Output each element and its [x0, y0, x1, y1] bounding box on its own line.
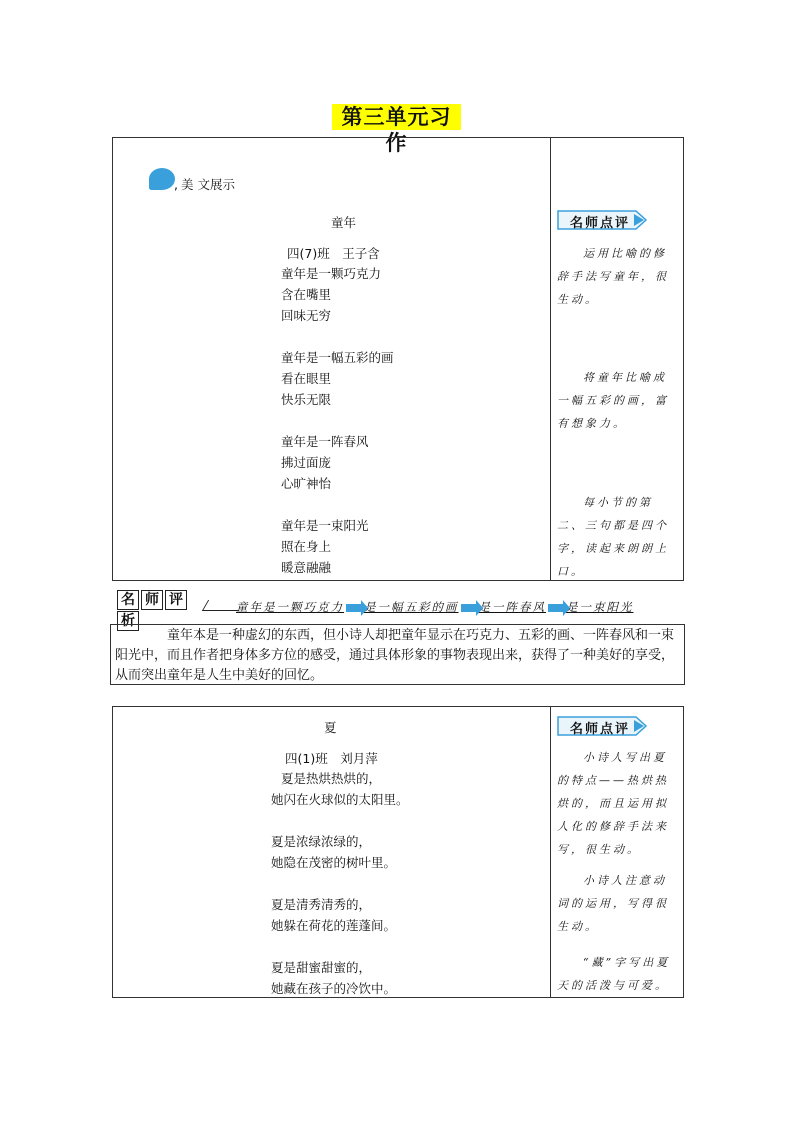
poem-line: 童年是一阵春风 [281, 434, 369, 449]
poem-line: 夏是浓绿浓绿的， [271, 834, 372, 849]
poem-line: 她隐在茂密的树叶里。 [271, 855, 397, 870]
poem-line: 含在嘴里 [281, 287, 332, 302]
analysis-tag-char: 名 [117, 590, 139, 610]
poem-line: 童年是一束阳光 [281, 518, 369, 533]
poem-line: 拂过面庞 [281, 455, 332, 470]
poem-line: 回味无穷 [281, 308, 332, 323]
comment-3: 每小节的第二、三句都是四个字，读起来朗朗上口。 [557, 496, 669, 578]
stanza-gap [281, 494, 394, 515]
analysis-text: 童年本是一种虚幻的东西，但小诗人却把童年显示在巧克力、五彩的画、一阵春风和一束阳光中，而且作者把身体多方位的感受，通过具体形象的事物表现出来，获得了一种美好的享受，从而突出童年是人生中美好的回忆。 [110, 624, 685, 685]
poem-line: 看在眼里 [281, 371, 332, 386]
poem-title: 夏 [324, 720, 337, 735]
arrow-right-icon [548, 604, 564, 612]
page-title: 第三单元习作 [332, 104, 461, 130]
poem-line: 夏是清秀清秀的， [271, 897, 372, 912]
chain-item: 童年是一颗巧克力 [236, 600, 344, 614]
poem-line: 心旷神怡 [281, 476, 332, 491]
stanza-gap [271, 810, 409, 831]
poem-body [271, 768, 409, 999]
stanza-gap [281, 326, 394, 347]
stanza-gap [271, 936, 409, 957]
poem-line: 童年是一幅五彩的画 [281, 350, 394, 365]
badge-label: 名师点评 [570, 216, 631, 231]
poem-line: 快乐无限 [281, 392, 332, 407]
arrow-right-icon [461, 604, 477, 612]
stanza-gap [271, 873, 409, 894]
poem-author: 四(7)班 王子含 [287, 246, 380, 261]
column-divider [550, 138, 551, 580]
chain-item: 是一阵春风 [478, 600, 546, 614]
section-header: 美 文展示 [181, 177, 235, 192]
poem-line: 她闪在火球似的太阳里。 [271, 792, 409, 807]
poem-line: 暖意融融 [281, 560, 332, 575]
comment-2: 小诗人注意动词的运用，写得很生动。 [557, 874, 669, 933]
analysis-tag [117, 589, 211, 629]
chain-item: 是一幅五彩的画 [364, 600, 459, 614]
poem-author: 四(1)班 刘月萍 [285, 751, 378, 766]
stanza-gap [281, 410, 394, 431]
analysis-tag-char: 析 [117, 611, 139, 631]
comment-2: 将童年比喻成一幅五彩的画，富有想象力。 [557, 371, 669, 430]
poem-line: 照在身上 [281, 539, 332, 554]
section-header-prefix: , [174, 177, 178, 192]
comment-1: 运用比喻的修辞手法写童年，很生动。 [557, 247, 669, 306]
poem-line: 她藏在孩子的冷饮中。 [271, 981, 397, 996]
badge-label: 名师点评 [570, 722, 631, 737]
teacher-comment-badge [556, 715, 648, 737]
bubble-icon [149, 168, 175, 190]
teacher-comment-badge [556, 209, 648, 231]
poem-body [281, 263, 394, 578]
comment-1: 小诗人写出夏的特点——热烘热烘的，而且运用拟人化的修辞手法来写，很生动。 [557, 751, 669, 856]
poem-line: 童年是一颗巧克力 [281, 266, 382, 281]
comment-3: “藏”字写出夏天的活泼与可爱。 [557, 956, 671, 992]
analysis-tag-char: 师 [141, 590, 163, 610]
poem-line: 夏是甜蜜甜蜜的， [271, 960, 372, 975]
poem-line: 夏是热烘热烘的， [281, 771, 382, 786]
column-divider [550, 707, 551, 997]
chain-item: 是一束阳光 [566, 600, 634, 614]
poem-line: 她躲在荷花的莲蓬间。 [271, 918, 397, 933]
analysis-tag-char: 评 [165, 590, 187, 610]
analysis-chain [236, 599, 634, 615]
poem-title: 童年 [331, 215, 357, 230]
arrow-right-icon [346, 604, 362, 612]
